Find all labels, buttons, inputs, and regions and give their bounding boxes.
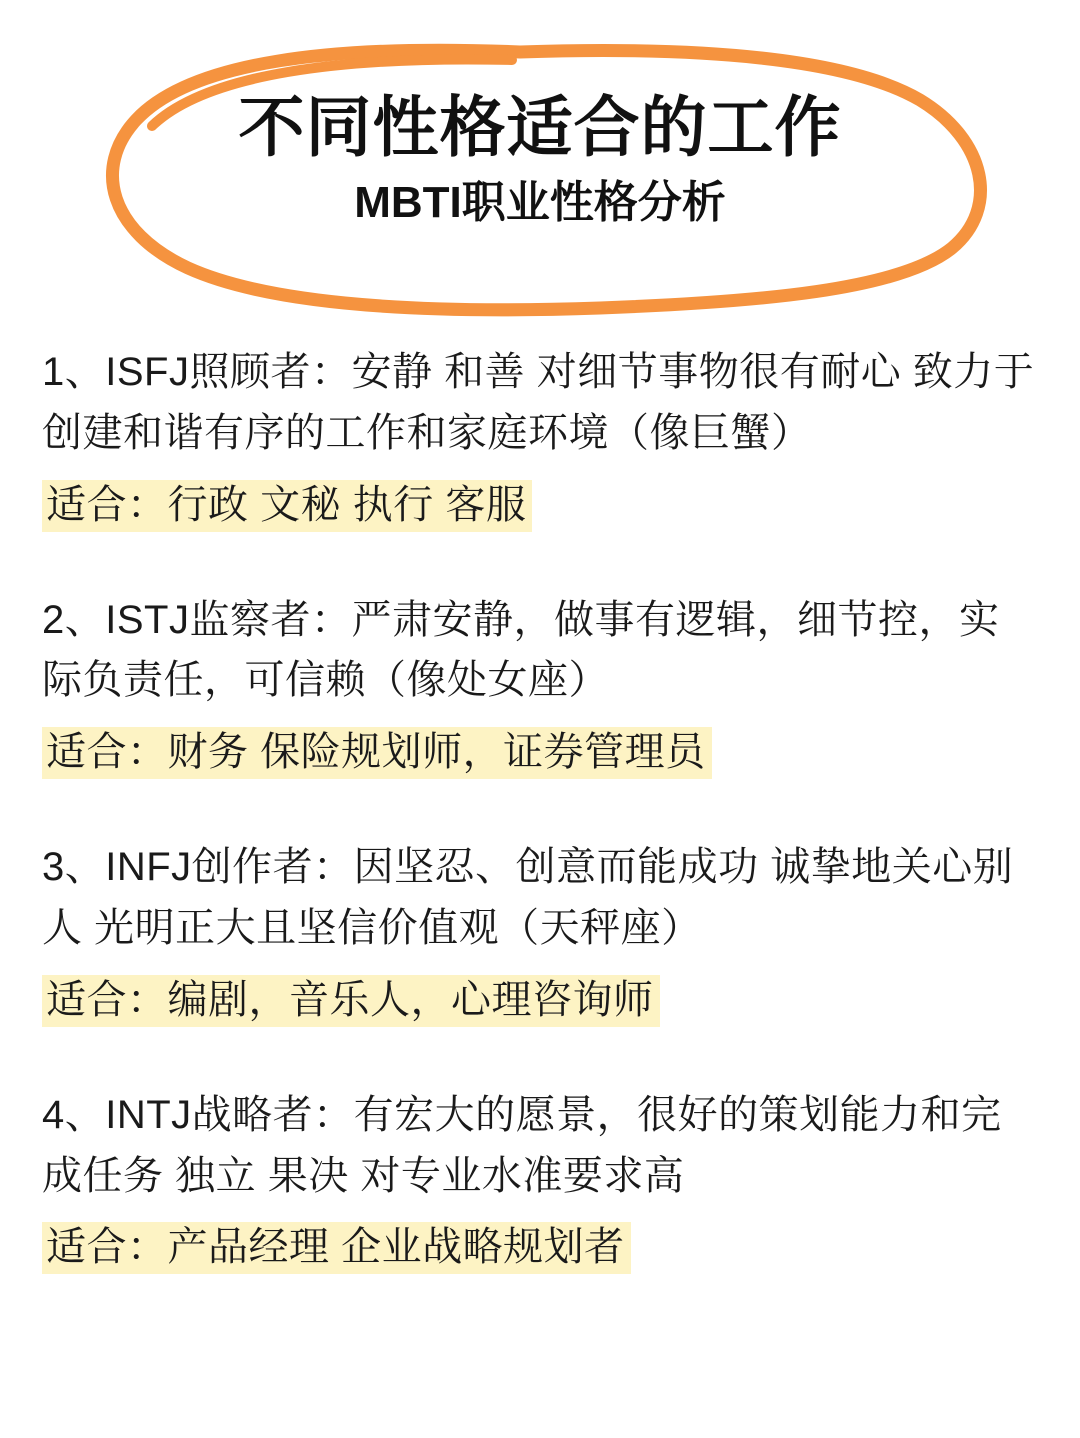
entry-description: 1、ISFJ照顾者：安静 和善 对细节事物很有耐心 致力于创建和谐有序的工作和家庭环境（像巨蟹） bbox=[42, 350, 1035, 455]
list-item bbox=[42, 837, 1038, 1029]
header bbox=[0, 0, 1080, 320]
entry-fit-highlight: 适合：产品经理 企业战略规划者 bbox=[42, 1222, 631, 1274]
entry-fit-highlight: 适合：财务 保险规划师，证券管理员 bbox=[42, 727, 712, 779]
entry-fit-highlight: 适合：编剧，音乐人，心理咨询师 bbox=[42, 975, 660, 1027]
page-title: 不同性格适合的工作 bbox=[238, 90, 842, 165]
entry-fit bbox=[42, 1218, 1038, 1276]
entry-description: 4、INTJ战略者：有宏大的愿景，很好的策划能力和完成任务 独立 果决 对专业水准要求高 bbox=[42, 1092, 1002, 1198]
entry-description: 2、ISTJ监察者：严肃安静，做事有逻辑，细节控，实际负责任，可信赖（像处女座） bbox=[42, 597, 1000, 703]
header-text-block bbox=[0, 0, 1080, 320]
list-item bbox=[42, 342, 1038, 534]
entry-fit-highlight: 适合：行政 文秘 执行 客服 bbox=[42, 480, 532, 532]
entry-fit bbox=[42, 476, 1038, 534]
entry-description: 3、INFJ创作者：因坚忍、创意而能成功 诚挚地关心别人 光明正大且坚信价值观（天秤座） bbox=[42, 845, 1014, 950]
entry-fit bbox=[42, 723, 1038, 781]
list-item bbox=[42, 590, 1038, 782]
entry-fit bbox=[42, 971, 1038, 1029]
list-item bbox=[42, 1085, 1038, 1277]
page-subtitle: MBTI职业性格分析 bbox=[354, 178, 726, 227]
entry-list bbox=[0, 320, 1080, 1276]
